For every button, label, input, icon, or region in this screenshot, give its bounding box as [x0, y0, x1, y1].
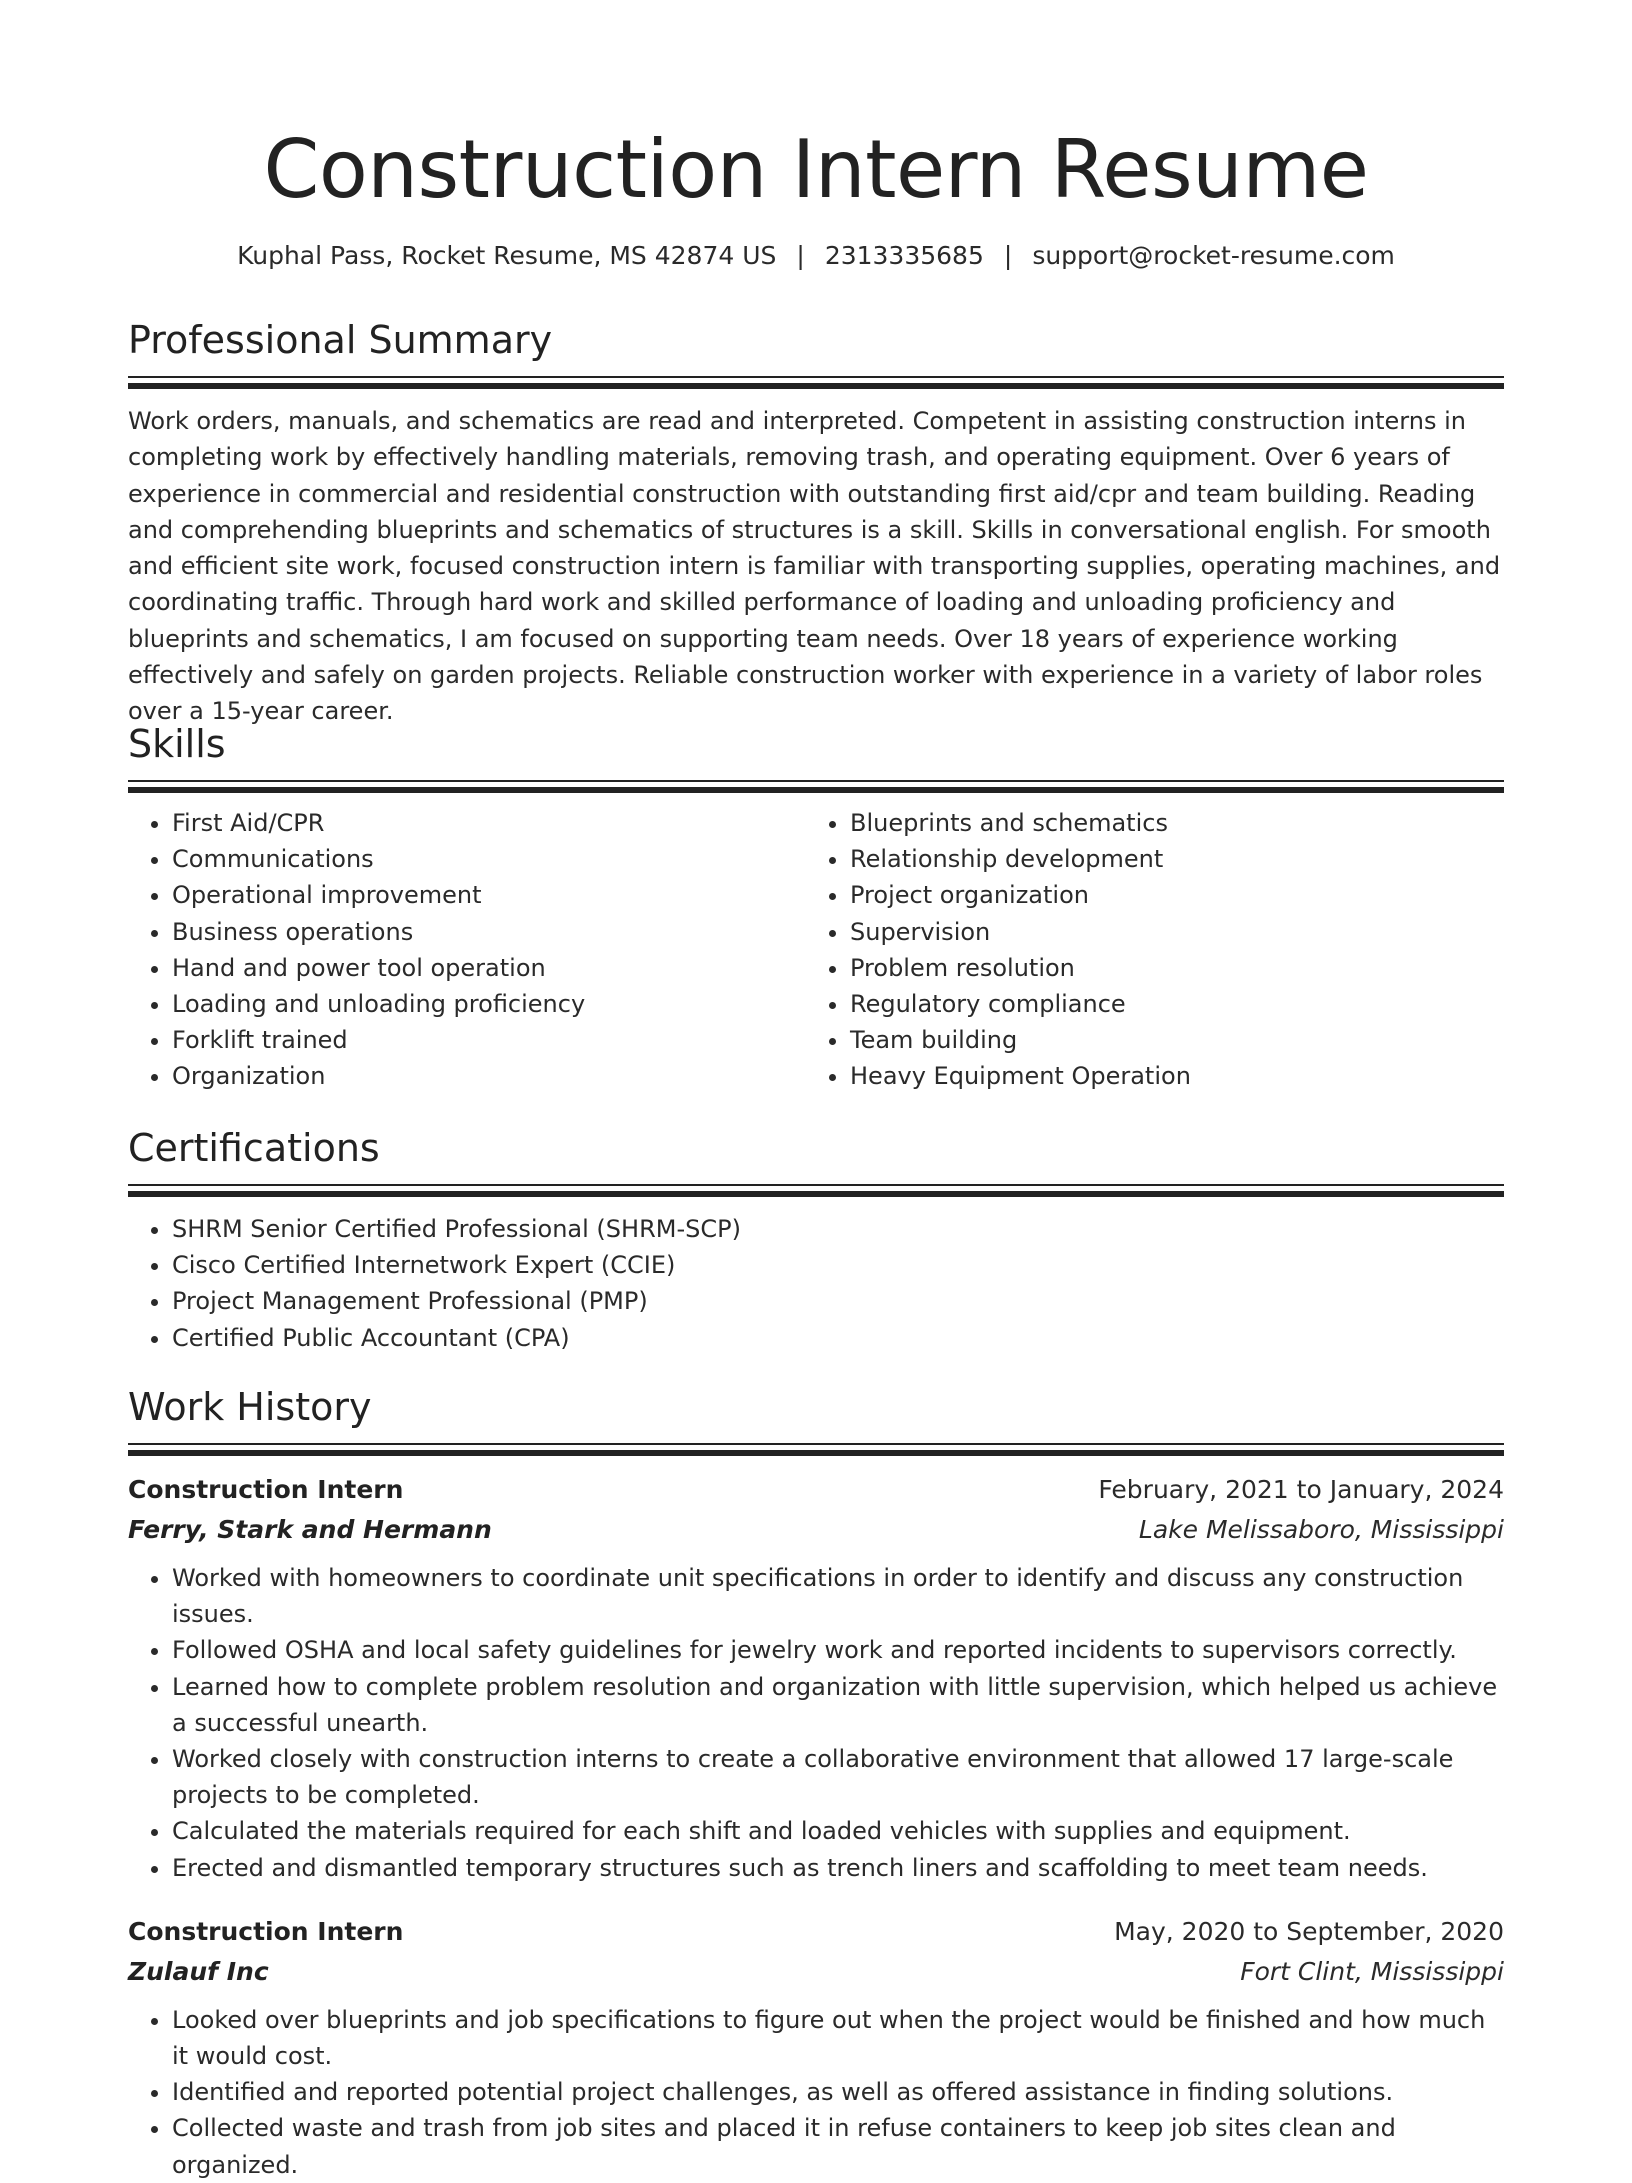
skill-item: • Heavy Equipment Operation	[850, 1058, 1484, 1094]
certification-item: • SHRM Senior Certified Professional (SHRM-SCP)	[172, 1211, 1504, 1247]
job-header-row	[128, 1912, 1504, 1952]
skill-item: • Team building	[850, 1022, 1484, 1058]
job-bullets	[128, 2002, 1504, 2183]
job-bullet: • Calculated the materials required for each shift and loaded vehicles with supplies and equipment.	[172, 1813, 1504, 1849]
skill-item: • Hand and power tool operation	[172, 950, 806, 986]
section-work-history	[128, 1381, 1504, 2183]
section-divider	[128, 1184, 1504, 1197]
certification-item: • Cisco Certified Internetwork Expert (CCIE)	[172, 1247, 1504, 1283]
skill-item: • Blueprints and schematics	[850, 805, 1484, 841]
job-dates: February, 2021 to January, 2024	[1098, 1475, 1504, 1504]
section-skills	[128, 718, 1504, 1095]
job-company: Ferry, Stark and Hermann	[128, 1515, 492, 1544]
skills-grid	[128, 805, 1504, 1095]
contact-separator: |	[1003, 241, 1013, 270]
skill-item: • Communications	[172, 841, 806, 877]
job-bullets	[128, 1560, 1504, 1886]
job-company: Zulauf Inc	[128, 1956, 269, 1986]
job-location: Fort Clint, Mississippi	[1240, 1956, 1504, 1986]
job-header-row	[128, 1470, 1504, 1510]
contact-separator: |	[796, 241, 805, 270]
skill-item: • Organization	[172, 1058, 806, 1094]
contact-email: support@rocket-resume.com	[1032, 241, 1395, 270]
skill-item: • Regulatory compliance	[850, 986, 1484, 1022]
job-bullet: • Erected and dismantled temporary structures such as trench liners and scaffolding to meet team needs.	[172, 1850, 1504, 1886]
contact-address: Kuphal Pass, Rocket Resume, MS 42874 US	[237, 241, 777, 270]
job-company-row	[128, 1510, 1504, 1550]
section-heading: Professional Summary	[128, 318, 553, 362]
skill-item: • Business operations	[172, 914, 806, 950]
section-divider	[128, 376, 1504, 389]
job-dates: May, 2020 to September, 2020	[1114, 1916, 1504, 1946]
job-title: Construction Intern	[128, 1916, 404, 1946]
section-heading: Certifications	[128, 1126, 380, 1170]
section-certifications	[128, 1122, 1504, 1356]
section-professional-summary	[128, 314, 1504, 730]
skill-item: • Project organization	[850, 877, 1484, 913]
job-bullet: • Learned how to complete problem resolution and organization with little supervision, which helped us achieve a successful unearth.	[172, 1669, 1504, 1741]
certifications-list	[128, 1211, 1504, 1356]
skills-list-right	[806, 805, 1484, 1095]
skill-item: • First Aid/CPR	[172, 805, 806, 841]
contact-line	[128, 238, 1504, 274]
skills-list-left	[128, 805, 806, 1095]
job-bullet: • Identified and reported potential project challenges, as well as offered assistance in finding solutions.	[172, 2074, 1504, 2110]
job-company-row	[128, 1952, 1504, 1992]
skill-item: • Loading and unloading proficiency	[172, 986, 806, 1022]
section-divider	[128, 780, 1504, 793]
skill-item: • Forklift trained	[172, 1022, 806, 1058]
job-bullet: • Collected waste and trash from job sites and placed it in refuse containers to keep job sites clean and organized.	[172, 2110, 1504, 2182]
job-entry	[128, 1912, 1504, 2183]
skill-item: • Operational improvement	[172, 877, 806, 913]
job-bullet: • Worked closely with construction interns to create a collaborative environment that allowed 17 large-scale projects to be completed.	[172, 1741, 1504, 1813]
certification-item: • Project Management Professional (PMP)	[172, 1283, 1504, 1319]
section-heading: Work History	[128, 1385, 372, 1429]
contact-phone: 2313335685	[824, 241, 984, 270]
section-heading: Skills	[128, 722, 226, 766]
section-divider	[128, 1443, 1504, 1456]
resume-title: Construction Intern Resume	[263, 123, 1369, 216]
summary-text: Work orders, manuals, and schematics are read and interpreted. Competent in assisting construction interns in completing work by effectively handling materials, removing trash, and operating equipment. Over 6 years of experience in commercial and residential construction with outstanding first aid/cpr and team building. Reading and comprehending blueprints and schematics of structures is a skill. Skills in conversational english. For smooth and efficient site work, focused construction intern is familiar with transporting supplies, operating machines, and coordinating traffic. Through hard work and skilled performance of loading and unloading proficiency and blueprints and schematics, I am focused on supporting team needs. Over 18 years of experience working effectively and safely on garden projects. Reliable construction worker with experience in a variety of labor roles over a 15-year career.	[128, 407, 1501, 726]
job-bullet: • Looked over blueprints and job specifications to figure out when the project would be finished and how much it would cost.	[172, 2002, 1504, 2074]
job-bullet: • Worked with homeowners to coordinate unit specifications in order to identify and discuss any construction issues.	[172, 1560, 1504, 1632]
job-entry	[128, 1470, 1504, 1886]
job-bullet: • Followed OSHA and local safety guidelines for jewelry work and reported incidents to supervisors correctly.	[172, 1632, 1504, 1668]
job-location: Lake Melissaboro, Mississippi	[1138, 1515, 1504, 1544]
skill-item: • Problem resolution	[850, 950, 1484, 986]
skill-item: • Relationship development	[850, 841, 1484, 877]
skill-item: • Supervision	[850, 914, 1484, 950]
certification-item: • Certified Public Accountant (CPA)	[172, 1320, 1504, 1356]
job-title: Construction Intern	[128, 1475, 404, 1504]
